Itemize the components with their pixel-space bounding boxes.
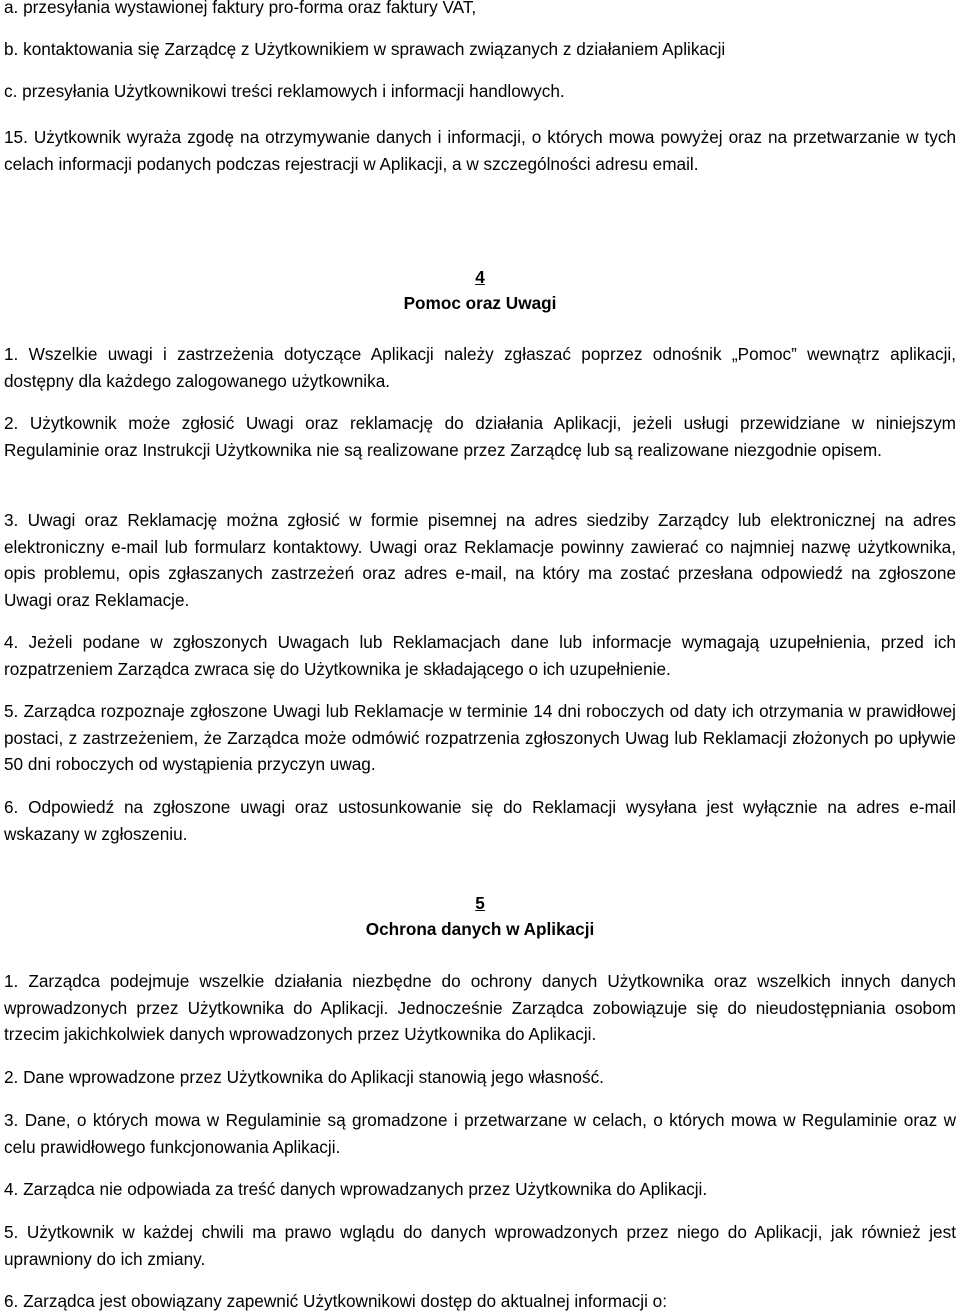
section-4-paragraph-6: 6. Odpowiedź na zgłoszone uwagi oraz ustosunkowanie się do Reklamacji wysyłana jest wyłącznie na adres e-mail wskazany w zgłoszeniu. bbox=[4, 797, 956, 844]
list-item-a: a. przesyłania wystawionej faktury pro-forma oraz faktury VAT, bbox=[4, 0, 477, 17]
section-5-paragraph-6: 6. Zarządca jest obowiązany zapewnić Użytkownikowi dostęp do aktualnej informacji o: bbox=[4, 1291, 668, 1311]
paragraph-15: 15. Użytkownik wyraża zgodę na otrzymywanie danych i informacji, o których mowa powyżej oraz na przetwarzanie w tych celach informacji podanych podczas rejestracji w Aplikacji, a w szczególności adresu email. bbox=[4, 127, 956, 174]
section-4-number: 4 bbox=[475, 267, 485, 287]
section-5-paragraph-5: 5. Użytkownik w każdej chwili ma prawo wglądu do danych wprowadzonych przez niego do Aplikacji, jak również jest uprawniony do ich zmiany. bbox=[4, 1222, 956, 1269]
section-5-heading bbox=[4, 890, 956, 942]
section-4-paragraph-2: 2. Użytkownik może zgłosić Uwagi oraz reklamację do działania Aplikacji, jeżeli usługi przewidziane w niniejszym Regulaminie oraz Instrukcji Użytkownika nie są realizowane przez Zarządcę lub są realizowane niezgodnie opisem. bbox=[4, 413, 956, 460]
section-5-paragraph-1: 1. Zarządca podejmuje wszelkie działania niezbędne do ochrony danych Użytkownika oraz wszelkich innych danych wprowadzonych przez Użytkownika do Aplikacji. Jednocześnie Zarządca zobowiązuje się do nieudostępniania osobom trzecim jakichkolwiek danych wprowadzonych przez Użytkownika do Aplikacji. bbox=[4, 971, 956, 1044]
section-4-paragraph-5: 5. Zarządca rozpoznaje zgłoszone Uwagi lub Reklamacje w terminie 14 dni roboczych od daty ich otrzymania w prawidłowej postaci, z zastrzeżeniem, że Zarządca może odmówić rozpatrzenia zgłoszonych Uwag lub Reklamacji złożonych po upływie 50 dni roboczych od wystąpienia przyczyn uwag. bbox=[4, 701, 956, 774]
section-4-paragraph-4: 4. Jeżeli podane w zgłoszonych Uwagach lub Reklamacjach dane lub informacje wymagają uzupełnienia, przed ich rozpatrzeniem Zarządca zwraca się do Użytkownika je składającego o ich uzupełnienie. bbox=[4, 632, 956, 679]
section-5-title: Ochrona danych w Aplikacji bbox=[365, 919, 595, 939]
list-item-c: c. przesyłania Użytkownikowi treści reklamowych i informacji handlowych. bbox=[4, 81, 565, 101]
section-5-paragraph-2: 2. Dane wprowadzone przez Użytkownika do Aplikacji stanowią jego własność. bbox=[4, 1067, 604, 1087]
section-4-paragraph-1: 1. Wszelkie uwagi i zastrzeżenia dotyczące Aplikacji należy zgłaszać poprzez odnośnik „Pomoc” wewnątrz aplikacji, dostępny dla każdego zalogowanego użytkownika. bbox=[4, 344, 956, 391]
section-5-number: 5 bbox=[475, 893, 485, 913]
section-5-paragraph-4: 4. Zarządca nie odpowiada za treść danych wprowadzanych przez Użytkownika do Aplikacji. bbox=[4, 1179, 708, 1199]
section-5-paragraph-3: 3. Dane, o których mowa w Regulaminie są gromadzone i przetwarzane w celach, o których mowa w Regulaminie oraz w celu prawidłowego funkcjonowania Aplikacji. bbox=[4, 1110, 956, 1157]
list-item-b: b. kontaktowania się Zarządcę z Użytkownikiem w sprawach związanych z działaniem Aplikacji bbox=[4, 39, 726, 59]
section-4-title: Pomoc oraz Uwagi bbox=[403, 293, 557, 313]
section-4-heading bbox=[4, 264, 956, 316]
section-4-paragraph-3: 3. Uwagi oraz Reklamację można zgłosić w formie pisemnej na adres siedziby Zarządcy lub elektronicznej na adres elektroniczny e-mail lub formularz kontaktowy. Uwagi oraz Reklamacje powinny zawierać co najmniej nazwę użytkownika, opis problemu, opis zgłaszanych zastrzeżeń oraz adres e-mail, na który ma zostać przesłana odpowiedź na zgłoszone Uwagi oraz Reklamacje. bbox=[4, 510, 956, 610]
